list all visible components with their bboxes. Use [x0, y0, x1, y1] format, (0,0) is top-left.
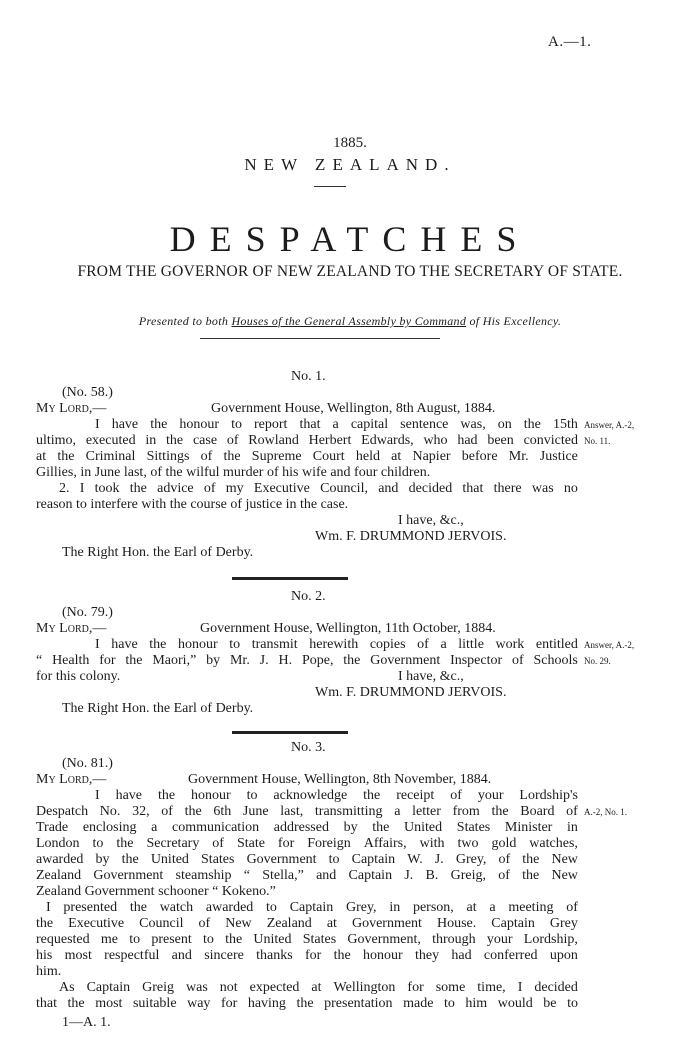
- document-reference: A.—1.: [548, 34, 592, 50]
- despatch-3-line-14: that the most suitable way for having the presentation made to him would be to: [36, 996, 578, 1011]
- despatch-2-address: Government House, Wellington, 11th October, 1884.: [200, 621, 496, 636]
- despatch-3-line-4: London to the Secretary of State for Foreign Affairs, with two gold watches,: [36, 836, 578, 851]
- despatch-3-heading: No. 3.: [291, 740, 326, 755]
- margin-note: No. 11.: [584, 436, 611, 446]
- presented-text-c: of His Excellency.: [466, 314, 562, 328]
- page-footer: 1—A. 1.: [62, 1015, 111, 1030]
- despatch-1-line-5: 2. I took the advice of my Executive Council, and decided that there was no: [59, 481, 578, 496]
- presented-line: [0, 314, 700, 329]
- despatch-2-line-1: I have the honour to transmit herewith copies of a little work entitled: [95, 637, 578, 652]
- divider: [314, 186, 346, 187]
- despatch-2-ref: (No. 79.): [62, 605, 113, 620]
- subtitle: FROM THE GOVERNOR OF NEW ZEALAND TO THE SECRETARY OF STATE.: [77, 263, 623, 280]
- closing: I have, &c.,: [398, 669, 464, 684]
- closing: I have, &c.,: [398, 513, 464, 528]
- despatch-1-address: Government House, Wellington, 8th August, 1884.: [211, 401, 496, 416]
- despatch-2-heading: No. 2.: [291, 589, 326, 604]
- despatch-3-line-9: the Executive Council of New Zealand at Government House. Captain Grey: [36, 916, 578, 931]
- despatch-1-line-6: reason to interfere with the course of justice in the case.: [36, 497, 349, 512]
- margin-note: No. 29.: [584, 656, 611, 666]
- despatch-3-salutation: My Lord,—: [36, 772, 107, 787]
- divider: [200, 338, 440, 339]
- despatch-1-line-4: Gillies, in June last, of the wilful murder of his wife and four children.: [36, 465, 431, 480]
- despatch-3-line-8: I presented the watch awarded to Captain Grey, in person, at a meeting of: [46, 900, 578, 915]
- despatch-3-line-6: Zealand Government steamship “ Stella,” and Captain J. B. Greig, of the New: [36, 868, 578, 883]
- page-title: DESPATCHES: [169, 219, 531, 259]
- section-divider: [232, 577, 348, 580]
- margin-note: A.-2, No. 1.: [584, 807, 627, 817]
- despatch-1-line-2: ultimo, executed in the case of Rowland Herbert Edwards, who had been convicted: [36, 433, 578, 448]
- despatch-3-address: Government House, Wellington, 8th November, 1884.: [188, 772, 492, 787]
- despatch-3-line-10: requested me to present to the United States Government, through your Lordship,: [36, 932, 578, 947]
- despatch-2-salutation: My Lord,—: [36, 621, 107, 636]
- despatch-3-line-11: his most respectful and sincere thanks for the honour they had conferred upon: [36, 948, 578, 963]
- despatch-3-line-1: I have the honour to acknowledge the receipt of your Lordship's: [95, 788, 578, 803]
- despatch-1-line-3: at the Criminal Sittings of the Supreme Court held at Napier before Mr. Justice: [36, 449, 578, 464]
- presented-text-b: Houses of the General Assembly by Command: [231, 314, 467, 328]
- despatch-2-line-3: for this colony.: [36, 669, 121, 684]
- despatch-2-line-2: “ Health for the Maori,” by Mr. J. H. Pope, the Government Inspector of Schools: [36, 653, 578, 668]
- despatch-3-ref: (No. 81.): [62, 756, 113, 771]
- despatch-3-line-13: As Captain Greig was not expected at Wellington for some time, I decided: [59, 980, 578, 995]
- section-divider: [232, 731, 348, 734]
- country-heading: NEW ZEALAND.: [244, 155, 456, 174]
- margin-note: Answer, A.-2,: [584, 640, 635, 650]
- despatch-3-line-5: awarded by the United States Government to Captain W. J. Grey, of the New: [36, 852, 578, 867]
- despatch-1-salutation: My Lord,—: [36, 401, 107, 416]
- despatch-3-line-3: Trade enclosing a communication addressed by the United States Minister in: [36, 820, 578, 835]
- addressee: The Right Hon. the Earl of Derby.: [62, 545, 254, 560]
- despatch-3-line-7: Zealand Government schooner “ Kokeno.”: [36, 884, 276, 899]
- signature: Wm. F. DRUMMOND JERVOIS.: [315, 529, 507, 544]
- despatch-1-ref: (No. 58.): [62, 385, 113, 400]
- signature: Wm. F. DRUMMOND JERVOIS.: [315, 685, 507, 700]
- despatch-1-line-1: I have the honour to report that a capital sentence was, on the 15th: [95, 417, 578, 432]
- despatch-1-heading: No. 1.: [291, 369, 326, 384]
- presented-text-a: Presented to both: [138, 314, 232, 328]
- despatch-3-line-12: him.: [36, 964, 62, 979]
- year: 1885.: [333, 135, 367, 151]
- despatch-3-line-2: Despatch No. 32, of the 6th June last, transmitting a letter from the Board of: [36, 804, 578, 819]
- addressee: The Right Hon. the Earl of Derby.: [62, 701, 254, 716]
- margin-note: Answer, A.-2,: [584, 420, 635, 430]
